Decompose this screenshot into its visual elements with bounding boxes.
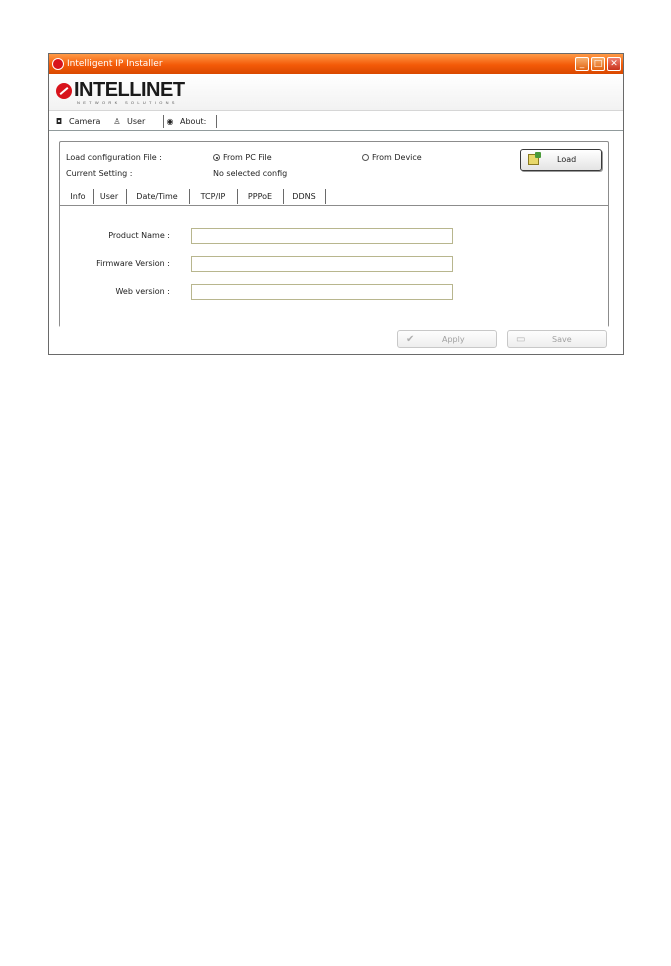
configuration-panel [59, 141, 609, 327]
logo-tagline: NETWORK SOLUTIONS [77, 100, 178, 105]
folder-load-icon [528, 154, 539, 165]
window-title: Intelligent IP Installer [67, 59, 163, 69]
current-setting-value: No selected config [213, 169, 288, 178]
load-config-label: Load configuration File : [66, 153, 162, 162]
tab-separator [189, 189, 190, 204]
web-version-field[interactable] [191, 284, 453, 300]
brand-banner [49, 74, 623, 111]
tab-separator [237, 189, 238, 204]
apply-button[interactable]: ✔ Apply [397, 330, 497, 348]
logo-text: INTELLINET [74, 79, 185, 101]
app-icon [52, 58, 64, 70]
user-icon: ♙ [113, 117, 121, 126]
tab-camera[interactable]: ◘ Camera [55, 113, 100, 130]
product-name-field[interactable] [191, 228, 453, 244]
firmware-version-label: Firmware Version : [96, 259, 170, 268]
tab-separator [163, 115, 164, 128]
current-setting-label: Current Setting : [66, 169, 133, 178]
web-version-label: Web version : [115, 287, 170, 296]
maximize-button[interactable]: □ [591, 57, 605, 71]
camera-icon: ◘ [55, 117, 63, 126]
tab-about[interactable]: ◉ About: [166, 113, 206, 130]
content-area [49, 131, 623, 354]
radio-from-pc-label: From PC File [223, 153, 272, 162]
radio-from-device[interactable] [362, 154, 369, 161]
save-icon: ▭ [516, 334, 526, 345]
tab-separator [216, 115, 217, 128]
info-tab-panel [60, 205, 608, 327]
info-icon: ◉ [166, 117, 174, 126]
app-window [48, 53, 624, 355]
main-tabs [49, 111, 623, 131]
tab-date-time[interactable]: Date/Time [136, 192, 178, 201]
tab-separator [93, 189, 94, 204]
minimize-button[interactable]: _ [575, 57, 589, 71]
tab-ddns[interactable]: DDNS [292, 192, 316, 201]
intellinet-logo-icon [56, 83, 72, 99]
tab-user[interactable]: ♙ User [113, 113, 145, 130]
radio-from-device-label: From Device [372, 153, 422, 162]
title-bar[interactable] [49, 54, 623, 74]
load-button[interactable]: Load [520, 149, 602, 171]
tab-separator [283, 189, 284, 204]
radio-from-pc[interactable] [213, 154, 220, 161]
close-button[interactable]: ✕ [607, 57, 621, 71]
checkmark-icon: ✔ [406, 334, 415, 345]
tab-user-settings[interactable]: User [99, 192, 119, 201]
tab-separator [126, 189, 127, 204]
tab-info[interactable]: Info [70, 192, 86, 201]
firmware-version-field[interactable] [191, 256, 453, 272]
save-button[interactable]: ▭ Save [507, 330, 607, 348]
product-name-label: Product Name : [108, 231, 170, 240]
tab-separator [325, 189, 326, 204]
tab-pppoe[interactable]: PPPoE [247, 192, 273, 201]
tab-tcpip[interactable]: TCP/IP [200, 192, 226, 201]
